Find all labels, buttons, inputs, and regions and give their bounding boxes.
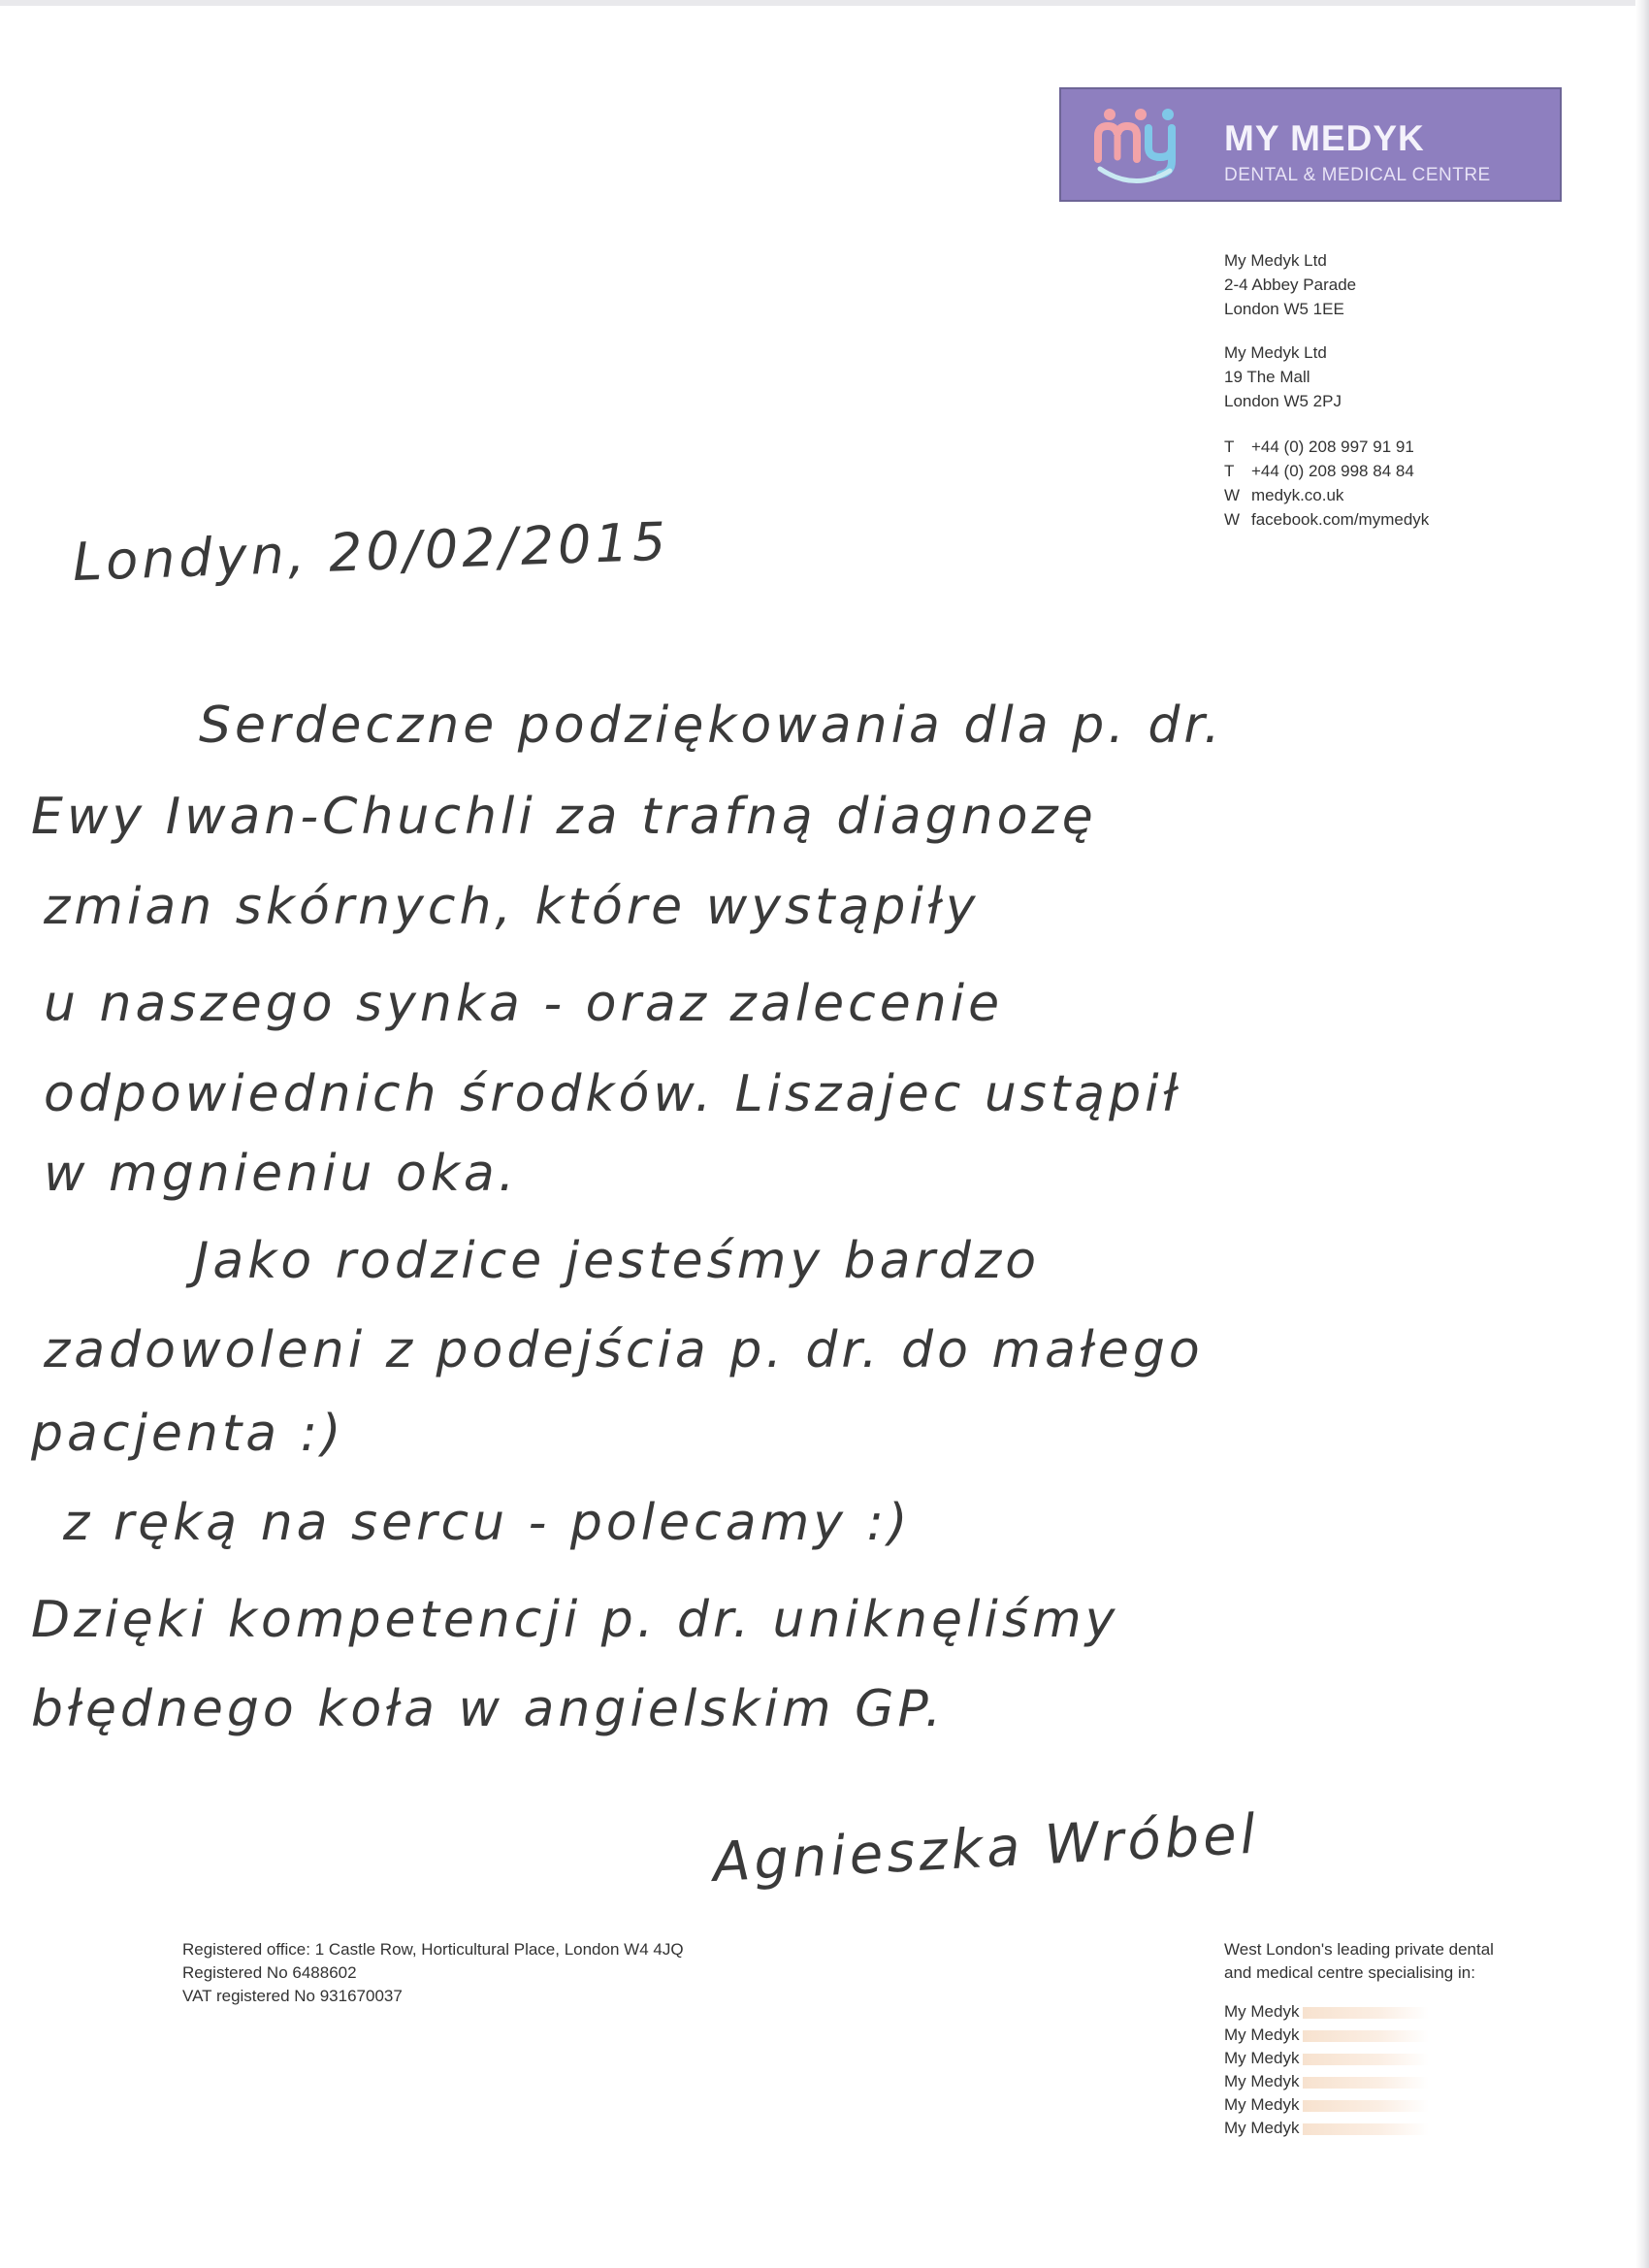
registered-office-block	[182, 1938, 684, 2008]
scan-edge-top	[0, 0, 1649, 6]
address-line: My Medyk Ltd	[1224, 343, 1327, 362]
my-medyk-logo-icon	[1090, 103, 1187, 188]
list-item: My Medyk	[1224, 2047, 1429, 2070]
handwritten-line-1: Serdeczne podziękowania dla p. dr.	[199, 697, 1224, 755]
handwritten-line-6: w mgnieniu oka.	[44, 1145, 519, 1203]
address-line: 19 The Mall	[1224, 368, 1310, 386]
handwritten-line-2: Ewy Iwan-Chuchli za trafną diagnozę	[31, 788, 1097, 846]
brand-name: MY MEDYK	[1224, 118, 1425, 158]
handwritten-line-3: zmian skórnych, które wystąpiły	[44, 878, 980, 936]
facebook-line: W facebook.com/mymedyk	[1224, 510, 1430, 529]
address-block-the-mall	[1224, 340, 1342, 413]
vat-number-line: VAT registered No 931670037	[182, 1987, 403, 2005]
address-line: 2-4 Abbey Parade	[1224, 275, 1357, 294]
phone-line-1: T +44 (0) 208 997 91 91	[1224, 437, 1414, 456]
handwritten-line-4: u naszego synka - oraz zalecenie	[44, 975, 1004, 1033]
contact-block	[1224, 435, 1429, 532]
list-item: My Medyk	[1224, 2117, 1429, 2140]
address-line: My Medyk Ltd	[1224, 251, 1327, 270]
scan-edge-right	[1635, 0, 1649, 2268]
registered-office-line: Registered office: 1 Castle Row, Horticultural Place, London W4 4JQ	[182, 1940, 684, 1959]
phone-line-2: T +44 (0) 208 998 84 84	[1224, 462, 1414, 480]
website-line: W medyk.co.uk	[1224, 486, 1344, 504]
specialisms-heading: West London's leading private dental and medical centre specialising in:	[1224, 1940, 1494, 1982]
handwritten-line-5: odpowiednich środków. Liszajec ustąpił	[44, 1065, 1181, 1123]
handwritten-line-10: z ręką na sercu - polecamy :)	[63, 1494, 912, 1552]
handwritten-date: Londyn, 20/02/2015	[71, 510, 671, 593]
list-item: My Medyk	[1224, 2070, 1429, 2093]
address-block-abbey-parade	[1224, 248, 1356, 321]
specialisms-list	[1224, 2000, 1429, 2140]
handwritten-line-9: pacjenta :)	[31, 1405, 345, 1463]
address-line: London W5 1EE	[1224, 300, 1344, 318]
letterhead-banner	[1059, 87, 1562, 202]
handwritten-line-11: Dzięki kompetencji p. dr. uniknęliśmy	[31, 1591, 1119, 1649]
list-item: My Medyk	[1224, 2024, 1429, 2047]
handwritten-line-12: błędnego koła w angielskim GP.	[31, 1680, 946, 1738]
brand-tagline: DENTAL & MEDICAL CENTRE	[1224, 165, 1491, 185]
handwritten-signature: Agnieszka Wróbel	[711, 1802, 1261, 1895]
registered-number-line: Registered No 6488602	[182, 1963, 357, 1982]
list-item: My Medyk	[1224, 2000, 1429, 2024]
handwritten-line-7: Jako rodzice jesteśmy bardzo	[194, 1232, 1041, 1290]
list-item: My Medyk	[1224, 2093, 1429, 2117]
address-line: London W5 2PJ	[1224, 392, 1342, 410]
handwritten-line-8: zadowoleni z podejścia p. dr. do małego	[44, 1321, 1204, 1379]
